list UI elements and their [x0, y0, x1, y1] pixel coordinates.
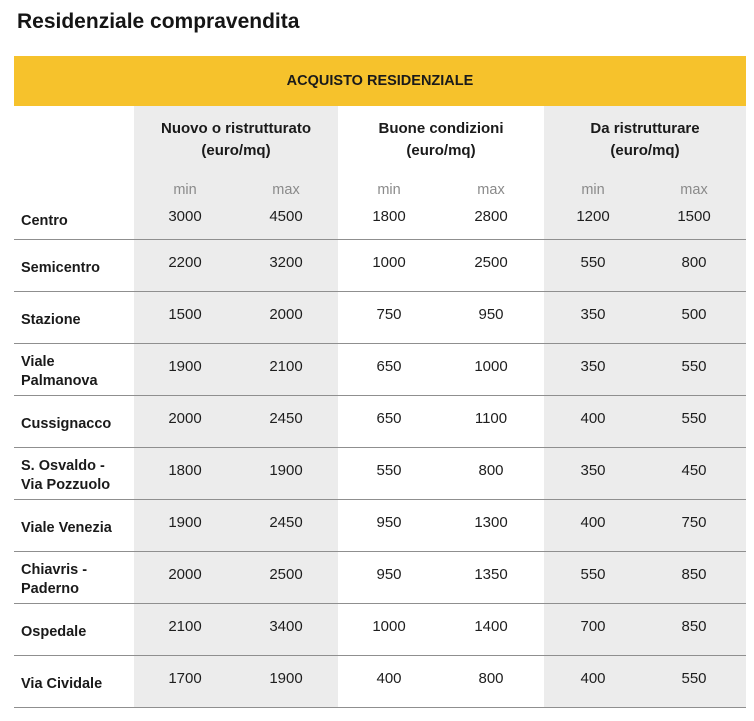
zone-name-line: Viale [21, 354, 55, 370]
price-max-cell: 1350 [474, 566, 508, 583]
price-max-cell: 1100 [474, 410, 508, 427]
price-min-cell: 400 [376, 670, 402, 687]
zone-name-line: Paderno [21, 581, 80, 597]
price-max-cell: 4500 [269, 208, 303, 225]
zone-name-line: Centro [21, 213, 68, 229]
price-min-cell: 350 [580, 462, 606, 479]
price-max-cell: 1400 [474, 618, 508, 635]
group-header-unit: (euro/mq) [201, 142, 271, 159]
price-min-cell: 550 [580, 254, 606, 271]
price-max-cell: 800 [478, 462, 504, 479]
price-max-cell: 3400 [269, 618, 303, 635]
price-min-cell: 1900 [168, 358, 202, 375]
price-max-cell: 500 [681, 306, 707, 323]
table-row [14, 396, 746, 448]
price-max-cell: 1500 [677, 208, 711, 225]
zone-name-line: Palmanova [21, 373, 98, 389]
price-max-cell: 950 [478, 306, 504, 323]
zone-name-line: Ospedale [21, 624, 87, 640]
price-max-cell: 450 [681, 462, 707, 479]
price-min-cell: 650 [376, 358, 402, 375]
zone-name [21, 675, 139, 694]
price-max-cell: 2100 [269, 358, 303, 375]
table-row [14, 552, 746, 604]
price-max-cell: 1300 [474, 514, 508, 531]
table-row [14, 656, 746, 708]
price-max-cell: 850 [681, 618, 707, 635]
zone-name-line: Viale Venezia [21, 520, 112, 536]
zone-name [21, 519, 139, 538]
zone-name [21, 561, 139, 599]
zone-name-line: Cussignacco [21, 416, 112, 432]
zone-name [21, 212, 139, 231]
price-max-cell: 550 [681, 358, 707, 375]
price-max-cell: 550 [681, 410, 707, 427]
group-header-ristrutturare [544, 118, 746, 162]
row-divider [14, 707, 746, 708]
zone-name-line: Chiavris - [21, 562, 88, 578]
subheader-max: max [680, 182, 708, 198]
subheader-max: max [272, 182, 300, 198]
table-row [14, 604, 746, 656]
table-row [14, 500, 746, 552]
zone-name-line: Via Pozzuolo [21, 477, 111, 493]
zone-name-line: S. Osvaldo - [21, 458, 105, 474]
price-min-cell: 400 [580, 514, 606, 531]
price-min-cell: 700 [580, 618, 606, 635]
price-min-cell: 350 [580, 306, 606, 323]
table-row [14, 240, 746, 292]
price-min-cell: 1000 [372, 254, 406, 271]
zone-name-line: Semicentro [21, 260, 100, 276]
table-row [14, 292, 746, 344]
table-banner [14, 56, 746, 106]
price-min-cell: 1200 [576, 208, 610, 225]
price-min-cell: 2200 [168, 254, 202, 271]
price-min-cell: 1000 [372, 618, 406, 635]
table-row [14, 344, 746, 396]
price-min-cell: 2100 [168, 618, 202, 635]
zone-name [21, 353, 139, 391]
price-max-cell: 2800 [474, 208, 508, 225]
price-min-cell: 950 [376, 566, 402, 583]
price-min-cell: 2000 [168, 410, 202, 427]
banner-label: ACQUISTO RESIDENZIALE [286, 73, 474, 89]
price-max-cell: 2450 [269, 410, 303, 427]
price-max-cell: 850 [681, 566, 707, 583]
table-row [14, 200, 746, 240]
subheader-max: max [477, 182, 505, 198]
group-header-buone [338, 118, 544, 162]
group-header-unit: (euro/mq) [406, 142, 476, 159]
subheader-min: min [581, 182, 605, 198]
price-max-cell: 800 [478, 670, 504, 687]
group-header-title: Nuovo o ristrutturato [161, 120, 311, 137]
price-min-cell: 1800 [168, 462, 202, 479]
price-min-cell: 1700 [168, 670, 202, 687]
price-max-cell: 2000 [269, 306, 303, 323]
table-row [14, 448, 746, 500]
price-min-cell: 650 [376, 410, 402, 427]
group-header-title: Da ristrutturare [590, 120, 700, 137]
zone-name [21, 623, 139, 642]
zone-name [21, 457, 139, 495]
price-max-cell: 3200 [269, 254, 303, 271]
page-title: Residenziale compravendita [17, 10, 300, 33]
price-min-cell: 1900 [168, 514, 202, 531]
zone-name [21, 415, 139, 434]
price-min-cell: 1500 [168, 306, 202, 323]
price-max-cell: 2500 [474, 254, 508, 271]
price-min-cell: 350 [580, 358, 606, 375]
price-max-cell: 750 [681, 514, 707, 531]
price-min-cell: 400 [580, 410, 606, 427]
price-min-cell: 400 [580, 670, 606, 687]
zone-name [21, 311, 139, 330]
zone-name-line: Stazione [21, 312, 81, 328]
group-header-unit: (euro/mq) [610, 142, 680, 159]
price-min-cell: 550 [580, 566, 606, 583]
group-header-title: Buone condizioni [378, 120, 504, 137]
price-max-cell: 2450 [269, 514, 303, 531]
price-max-cell: 1900 [269, 670, 303, 687]
price-max-cell: 2500 [269, 566, 303, 583]
price-min-cell: 750 [376, 306, 402, 323]
subheader-min: min [377, 182, 401, 198]
subheader-min: min [173, 182, 197, 198]
price-min-cell: 550 [376, 462, 402, 479]
price-min-cell: 1800 [372, 208, 406, 225]
price-max-cell: 1900 [269, 462, 303, 479]
price-max-cell: 1000 [474, 358, 508, 375]
price-min-cell: 2000 [168, 566, 202, 583]
group-header-nuovo [134, 118, 338, 162]
price-min-cell: 950 [376, 514, 402, 531]
price-max-cell: 550 [681, 670, 707, 687]
price-min-cell: 3000 [168, 208, 202, 225]
price-max-cell: 800 [681, 254, 707, 271]
zone-name [21, 259, 139, 278]
zone-name-line: Via Cividale [21, 676, 103, 692]
